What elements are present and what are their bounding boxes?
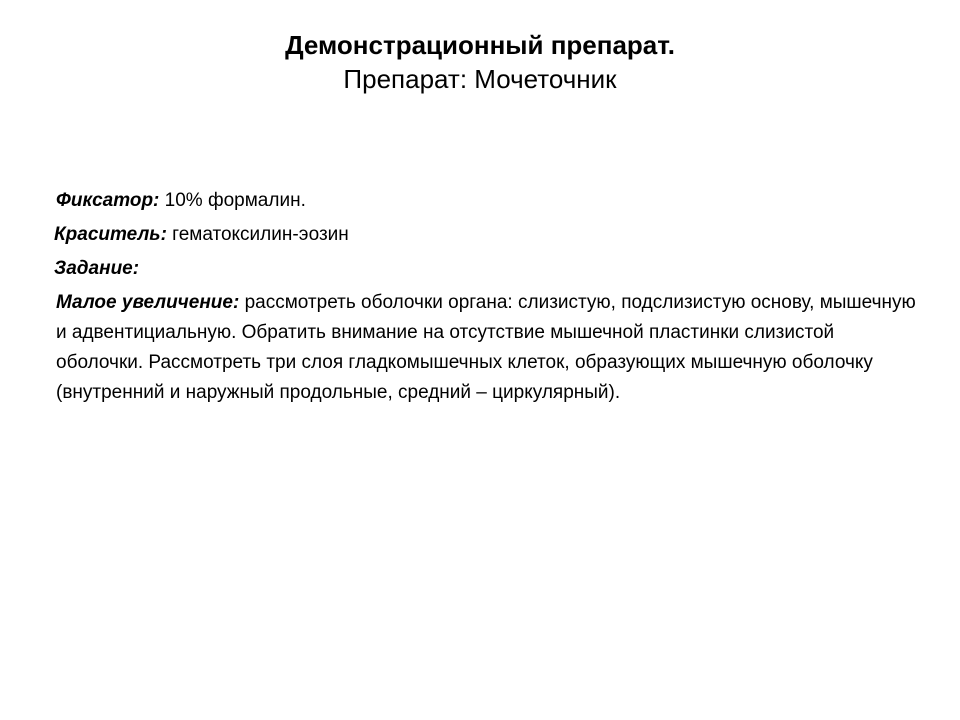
stain-value: гематоксилин-эозин xyxy=(166,224,349,245)
low-magnification-value: рассмотреть оболочки органа: слизистую, подслизистую основу, мышечную и адвентициальную. Обратить внимание на отсутствие мышечной пластинки слизистой оболочки. Рассмотреть три слоя гладкомышечных клеток, образующих мышечную оболочку (внутренний и наружный продольные, средний – циркулярный). xyxy=(56,292,916,403)
low-magnification-term: Малое увеличение: xyxy=(56,292,240,313)
slide-body xyxy=(56,186,926,412)
task-paragraph xyxy=(54,254,926,284)
low-magnification-paragraph xyxy=(56,288,926,408)
task-term: Задание: xyxy=(54,258,140,279)
stain-term: Краситель: xyxy=(54,224,167,245)
slide-title xyxy=(0,28,960,96)
fixator-term: Фиксатор: xyxy=(56,190,160,211)
title-main: Демонстрационный препарат. xyxy=(285,30,675,60)
title-subtitle: Препарат: Мочеточник xyxy=(343,64,617,94)
stain-paragraph xyxy=(54,220,926,250)
fixator-paragraph xyxy=(56,186,926,216)
fixator-value: 10% формалин. xyxy=(159,190,306,211)
